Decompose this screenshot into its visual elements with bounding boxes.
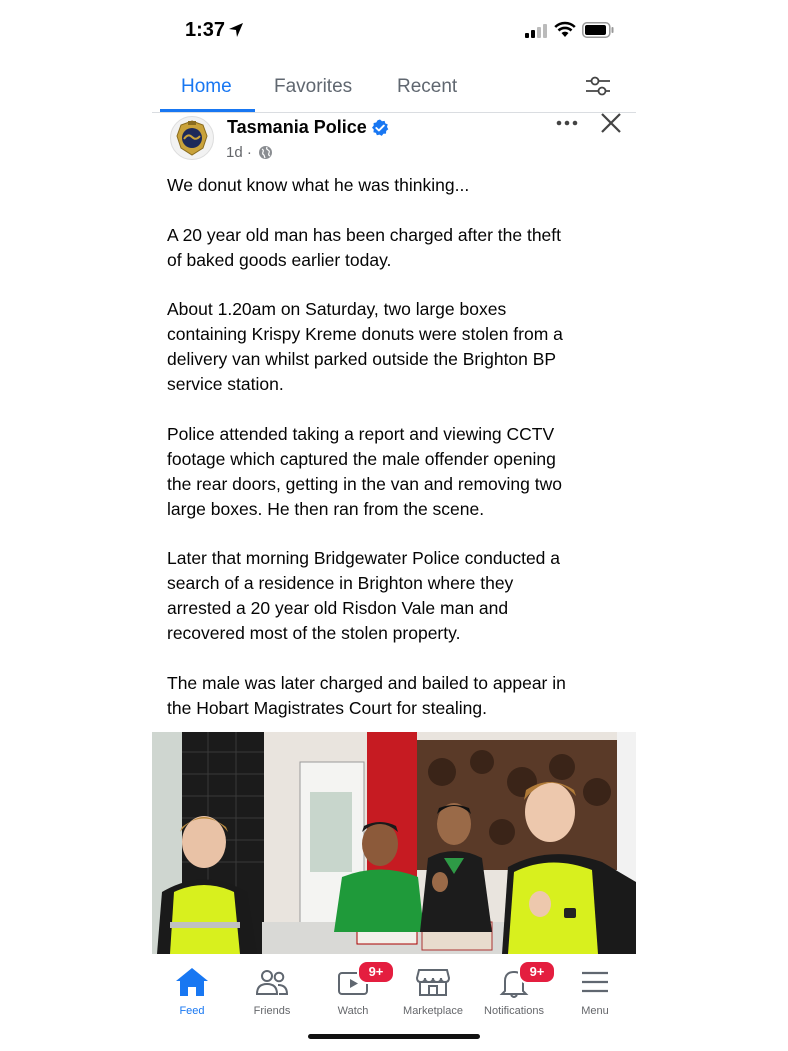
post-paragraph: We donut know what he was thinking... [167, 175, 470, 195]
post-photo[interactable] [152, 732, 636, 954]
friends-icon [252, 964, 292, 1000]
watch-badge: 9+ [357, 960, 395, 984]
tab-recent[interactable]: Recent [397, 76, 458, 97]
nav-friends[interactable] [232, 954, 312, 1024]
marketplace-icon [413, 964, 453, 1000]
nav-marketplace[interactable] [393, 954, 473, 1024]
close-icon[interactable] [600, 112, 622, 134]
page-name[interactable]: Tasmania Police [227, 117, 367, 137]
wifi-icon [554, 21, 576, 38]
feed-filter-icon[interactable] [584, 75, 612, 97]
menu-icon [575, 964, 615, 1000]
verified-badge-icon [371, 119, 389, 137]
home-indicator [308, 1034, 480, 1039]
facebook-app [152, 0, 636, 1051]
status-time: 1:37 [185, 19, 226, 41]
post-paragraph: A 20 year old man has been charged after the theft of baked goods earlier today. [167, 224, 562, 270]
nav-label: Notifications [484, 1005, 544, 1017]
notifications-badge: 9+ [518, 960, 556, 984]
post-paragraph: Police attended taking a report and viewing CCTV footage which captured the male offender opening the rear doors, getting in the van and removing two large boxes. He then ran from the scene. [167, 423, 562, 519]
more-options-icon[interactable] [554, 113, 580, 133]
post-paragraph: The male was later charged and bailed to appear in the Hobart Magistrates Court for stealing. [167, 672, 566, 718]
post-paragraph: About 1.20am on Saturday, two large boxes containing Krispy Kreme donuts were stolen from a delivery van whilst parked outside the Brighton BP service station. [167, 299, 563, 394]
nav-watch[interactable] [313, 954, 393, 1024]
location-arrow-icon [228, 22, 244, 38]
nav-label: Feed [179, 1005, 205, 1017]
nav-menu[interactable] [555, 954, 635, 1024]
post-timestamp: 1d · [226, 144, 252, 161]
home-icon [172, 964, 212, 1000]
battery-icon [582, 22, 614, 38]
post-paragraph: Later that morning Bridgewater Police conducted a search of a residence in Brighton where they arrested a 20 year old Risdon Vale man and recovered most of the stolen property. [167, 548, 561, 643]
post-text [167, 173, 617, 745]
nav-label: Friends [253, 1005, 291, 1017]
tab-home[interactable]: Home [181, 76, 232, 97]
nav-label: Watch [337, 1005, 369, 1017]
tab-favorites[interactable]: Favorites [274, 76, 353, 97]
globe-icon [258, 145, 273, 160]
cellular-signal-icon [525, 24, 547, 38]
nav-label: Marketplace [403, 1005, 463, 1017]
nav-feed[interactable] [152, 954, 232, 1024]
nav-notifications[interactable] [474, 954, 554, 1024]
nav-label: Menu [581, 1005, 609, 1017]
tasmania-police-avatar[interactable] [170, 116, 214, 160]
